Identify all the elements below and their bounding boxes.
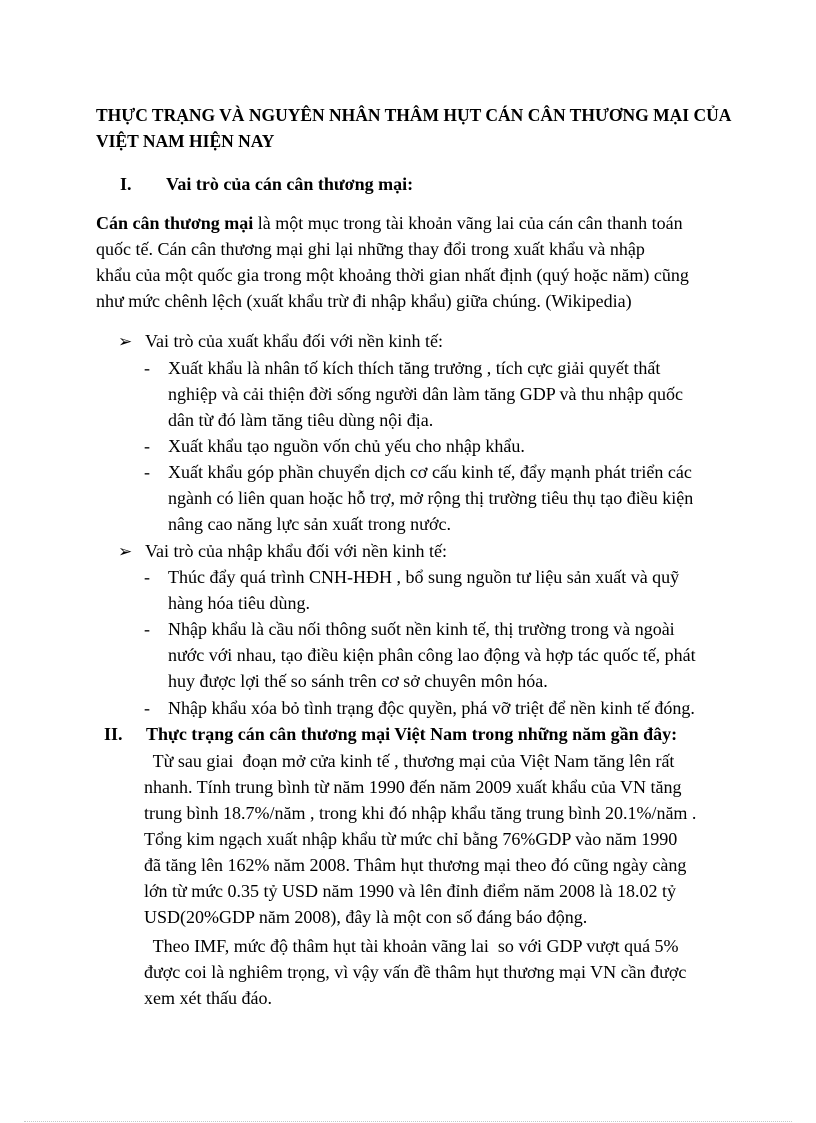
definition-line-3: khẩu của một quốc gia trong một khoảng thời gian nhất định (quý hoặc năm) cũng [96, 265, 689, 285]
export-role-label: Vai trò của xuất khẩu đối với nền kinh tế: [145, 331, 443, 351]
import-item-2-text: Nhập khẩu là cầu nối thông suốt nền kinh tế, thị trường trong và ngoài nước với nhau, tạo điều kiện phân công lao động và hợp tác quốc tế, phát huy được lợi thế so sánh trên cơ sở chuyên môn hóa. [168, 619, 696, 691]
section-1-number: I. [120, 174, 132, 194]
definition-line-4: như mức chênh lệch (xuất khẩu trừ đi nhập khẩu) giữa chúng. (Wikipedia) [96, 291, 632, 311]
dash-bullet-icon: - [144, 436, 150, 456]
import-item-3-text: Nhập khẩu xóa bỏ tình trạng độc quyền, phá vỡ triệt để nền kinh tế đóng. [168, 698, 695, 718]
arrow-bullet-icon: ➢ [118, 332, 133, 351]
import-role-label: Vai trò của nhập khẩu đối với nền kinh tế: [145, 541, 447, 561]
definition-line-1: Cán cân thương mại là một mục trong tài khoản vãng lai của cán cân thanh toán [96, 213, 683, 233]
import-role-heading [118, 538, 447, 565]
definition-term: Cán cân thương mại [96, 213, 254, 233]
section-2-heading [104, 721, 677, 747]
section-2-number: II. [104, 724, 123, 744]
export-role-heading [118, 328, 443, 355]
trade-status-paragraph: Từ sau giai đoạn mở cửa kinh tế , thương mại của Việt Nam tăng lên rất nhanh. Tính trung bình từ năm 1990 đến năm 2009 xuất khẩu của VN tăng trung bình 18.7%/năm , trong khi đó nhập khẩu tăng trung bình 20.1%/năm . Tổng kim ngạch xuất nhập khẩu từ mức chỉ bằng 76%GDP vào năm 1990 đã tăng lên 162% năm 2008. Thâm hụt thương mại theo đó cũng ngày càng lớn từ mức 0.35 tỷ USD năm 1990 và lên đỉnh điểm năm 2008 là 18.02 tỷ USD(20%GDP năm 2008), đây là một con số đáng báo động. [144, 751, 697, 927]
dash-bullet-icon: - [144, 462, 150, 482]
import-item-1-text: Thúc đẩy quá trình CNH-HĐH , bổ sung nguồn tư liệu sản xuất và quỹ hàng hóa tiêu dùng. [168, 567, 680, 613]
export-item-2-text: Xuất khẩu tạo nguồn vốn chủ yếu cho nhập khẩu. [168, 436, 525, 456]
page-bottom-divider [24, 1121, 792, 1122]
definition-line-2: quốc tế. Cán cân thương mại ghi lại những thay đổi trong xuất khẩu và nhập [96, 239, 645, 259]
dash-bullet-icon: - [144, 567, 150, 587]
document-title: THỰC TRẠNG VÀ NGUYÊN NHÂN THÂM HỤT CÁN CÂN THƯƠNG MẠI CỦA VIỆT NAM HIỆN NAY [96, 105, 731, 151]
section-2-title: Thực trạng cán cân thương mại Việt Nam trong những năm gần đây: [146, 724, 678, 744]
definition-paragraph [96, 210, 689, 314]
section-1-title: Vai trò của cán cân thương mại: [166, 174, 414, 194]
dash-bullet-icon: - [144, 619, 150, 639]
arrow-bullet-icon: ➢ [118, 542, 133, 561]
dash-bullet-icon: - [144, 698, 150, 718]
imf-paragraph: Theo IMF, mức độ thâm hụt tài khoản vãng lai so với GDP vượt quá 5% được coi là nghiêm trọng, vì vậy vấn đề thâm hụt thương mại VN cần được xem xét thấu đáo. [144, 936, 687, 1008]
section-1-heading [120, 171, 413, 197]
export-item-1-text: Xuất khẩu là nhân tố kích thích tăng trưởng , tích cực giải quyết thất nghiệp và cải thiện đời sống người dân làm tăng GDP và thu nhập quốc dân từ đó làm tăng tiêu dùng nội địa. [168, 358, 684, 430]
dash-bullet-icon: - [144, 358, 150, 378]
export-item-3-text: Xuất khẩu góp phần chuyển dịch cơ cấu kinh tế, đẩy mạnh phát triển các ngành có liên quan hoặc hỗ trợ, mở rộng thị trường tiêu thụ tạo điều kiện nâng cao năng lực sản xuất trong nước. [168, 462, 694, 534]
